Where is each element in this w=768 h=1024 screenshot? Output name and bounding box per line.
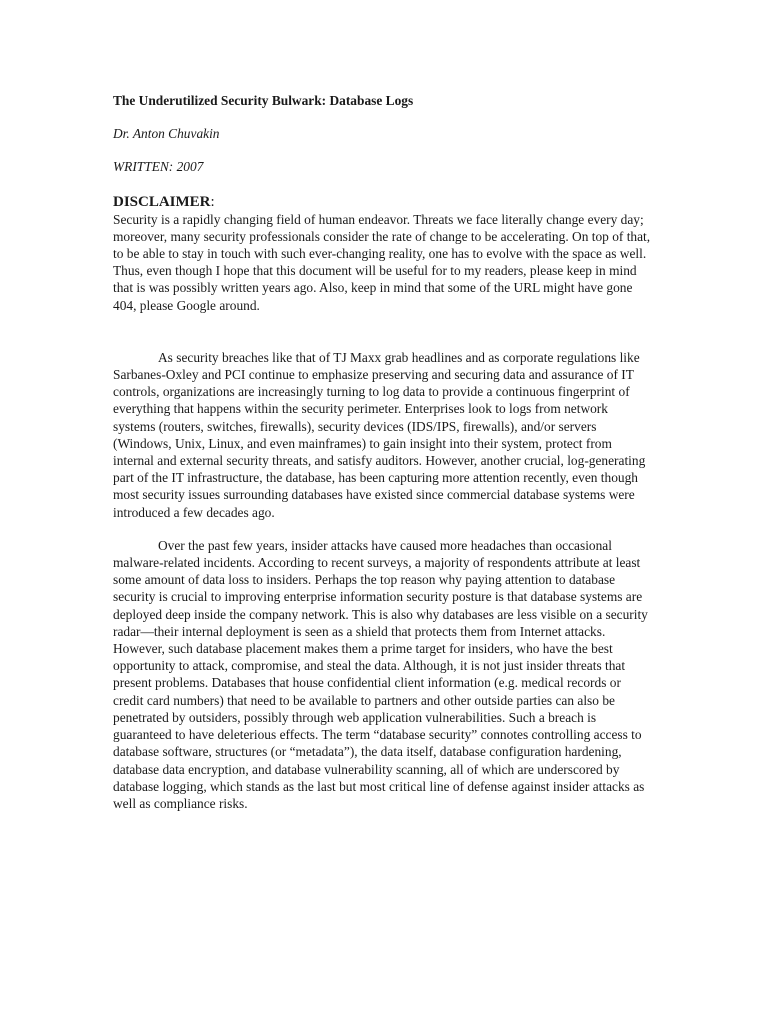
disclaimer-heading bbox=[113, 193, 653, 211]
body-paragraph-2: Over the past few years, insider attacks have caused more headaches than occasional malware-related incidents. According to recent surveys, a majority of respondents attribute at least some amount of data loss to insiders. Perhaps the top reason why paying attention to database security is crucial to improving enterprise information security posture is that database systems are deployed deep inside the company network. This is also why databases are less visible on a security radar—their internal deployment is seen as a shield that protects them from Internet attacks. However, such database placement makes them a prime target for insiders, who have the best opportunity to attack, compromise, and steal the data. Although, it is not just insider threats that present problems. Databases that house confidential client information (e.g. medical records or credit card numbers) that need to be available to partners and other outside parties can also be penetrated by outsiders, possibly through web application vulnerabilities. Such a breach is guaranteed to have deleterious effects. The term “database security” connotes controlling access to database software, structures (or “metadata”), the data itself, database configuration hardening, database data encryption, and database vulnerability scanning, all of which are underscored by database logging, which stands as the last but most critical line of defense against insider attacks as well as compliance risks. bbox=[113, 537, 648, 811]
disclaimer-text: Security is a rapidly changing field of human endeavor. Threats we face literally change every day; moreover, many security professionals consider the rate of change to be accelerating. On top of that, to be able to stay in touch with such ever-changing reality, one has to evolve with the space as well. Thus, even though I hope that this document will be useful for to my readers, please keep in mind that is was possibly written years ago. Also, keep in mind that some of the URL might have gone 404, please Google around. bbox=[113, 211, 651, 313]
document-title: The Underutilized Security Bulwark: Database Logs bbox=[113, 93, 414, 108]
document-page bbox=[113, 92, 653, 812]
written-date: WRITTEN: 2007 bbox=[113, 159, 204, 175]
disclaimer-heading-colon: : bbox=[210, 193, 215, 210]
body-paragraph-1: As security breaches like that of TJ Maxx grab headlines and as corporate regulations like Sarbanes-Oxley and PCI continue to emphasize preserving and securing data and assurance of IT controls, organizations are increasingly turning to log data to provide a continuous fingerprint of everything that happens within the security perimeter. Enterprises look to logs from network systems (routers, switches, firewalls), security devices (IDS/IPS, firewalls), and/or servers (Windows, Unix, Linux, and even mainframes) to gain insight into their system, protect from internal and external security threats, and satisfy auditors. However, another crucial, log-generating part of the IT infrastructure, the database, has been capturing more attention recently, even though most security issues surrounding databases have existed since commercial database systems were introduced a few decades ago. bbox=[113, 349, 646, 520]
author-line: Dr. Anton Chuvakin bbox=[113, 126, 220, 142]
disclaimer-heading-label: DISCLAIMER bbox=[113, 193, 211, 210]
